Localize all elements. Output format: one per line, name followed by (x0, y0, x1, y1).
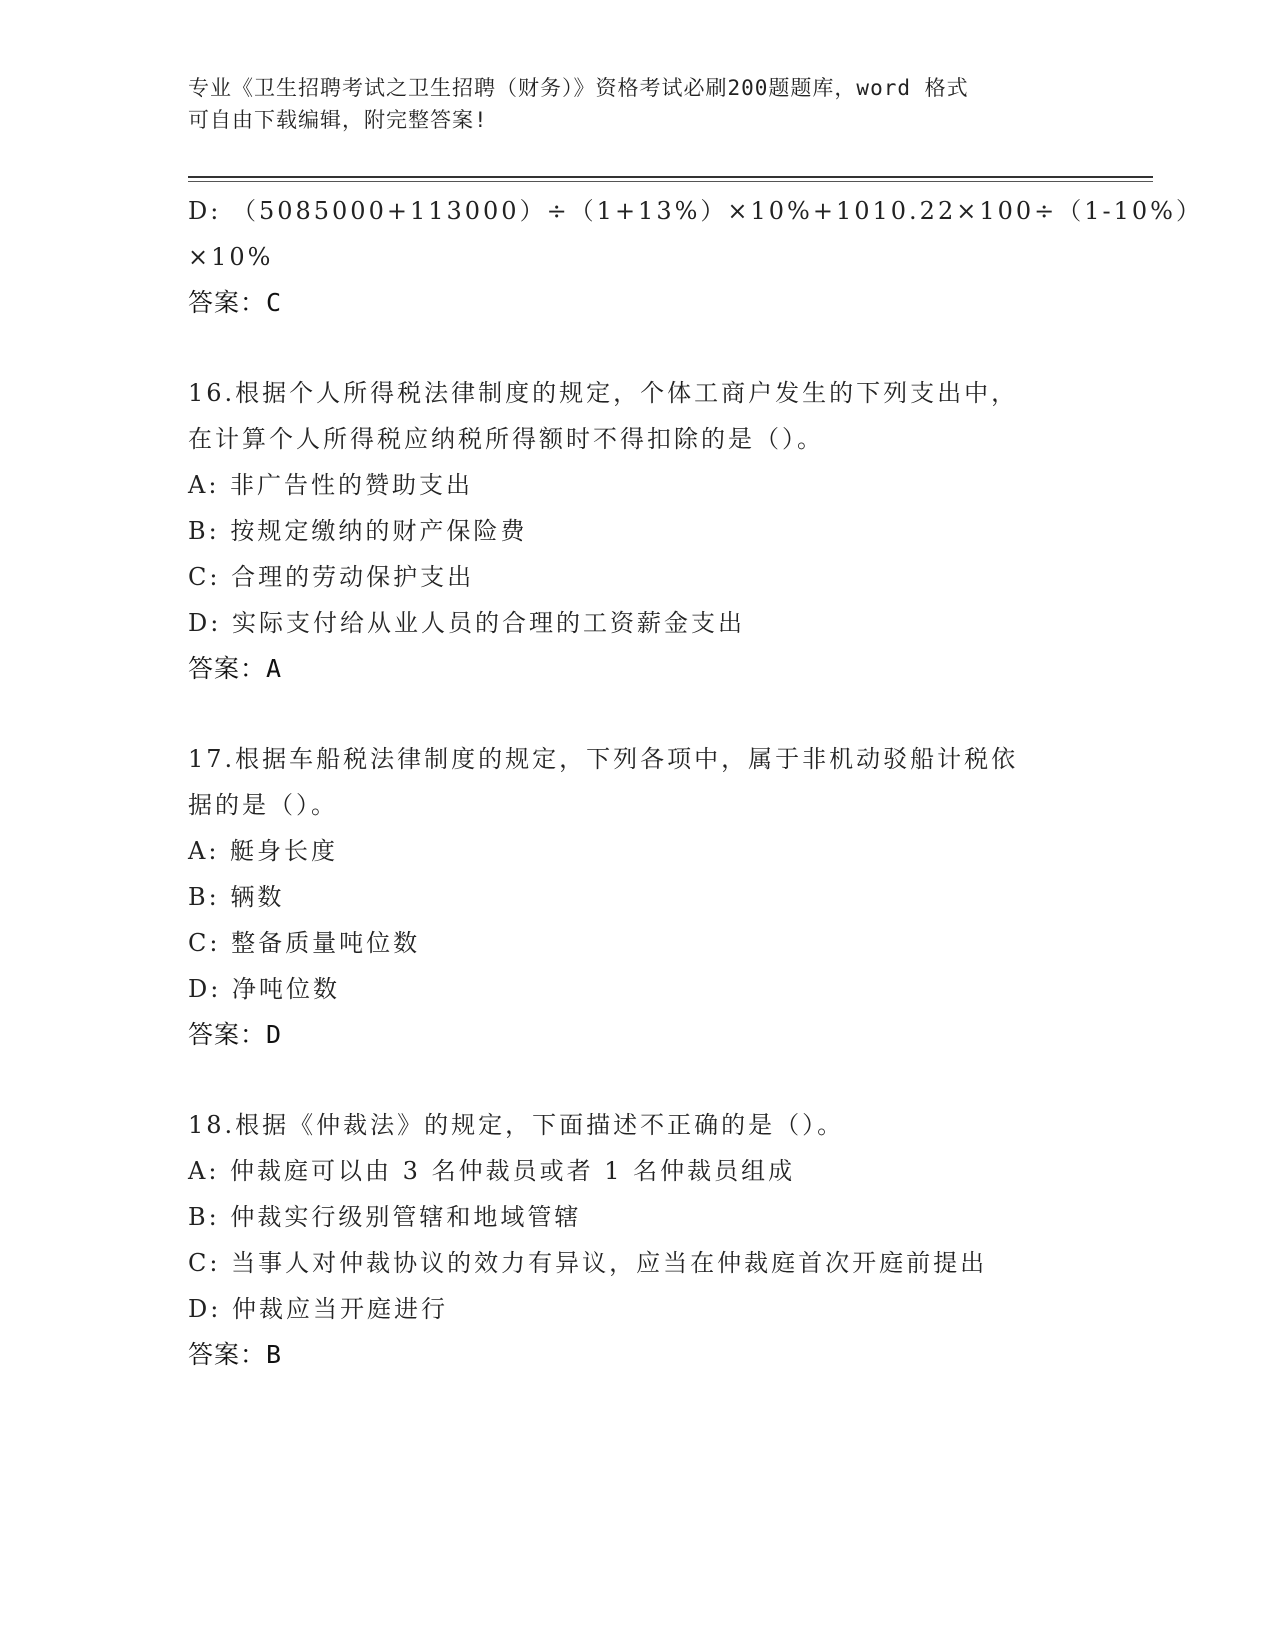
header-title-line-1: 专业《卫生招聘考试之卫生招聘（财务）》资格考试必刷200题题库，word 格式 (188, 76, 969, 100)
spacer (188, 1058, 1088, 1102)
option-a: A: 仲裁庭可以由 3 名仲裁员或者 1 名仲裁员组成 (188, 1157, 796, 1185)
question-17 (188, 736, 1088, 1058)
question-18 (188, 1102, 1088, 1378)
spacer (188, 326, 1088, 370)
option-d: D: 净吨位数 (188, 975, 340, 1003)
answer: 答案：D (188, 1020, 283, 1049)
option-d-continued: ×10% (188, 243, 274, 271)
option-b: B: 辆数 (188, 883, 285, 911)
question-list (188, 188, 1203, 1378)
page-header (188, 72, 1088, 136)
spacer (188, 692, 1088, 736)
question-stem: 18.根据《仲裁法》的规定，下面描述不正确的是（）。 (188, 1111, 845, 1139)
option-c: C: 整备质量吨位数 (188, 929, 421, 957)
option-c: C: 当事人对仲裁协议的效力有异议，应当在仲裁庭首次开庭前提出 (188, 1249, 988, 1277)
header-divider-thin (188, 181, 1153, 182)
previous-question-tail (188, 188, 1203, 326)
question-stem: 16.根据个人所得税法律制度的规定，个体工商户发生的下列支出中， (188, 379, 1019, 407)
option-a: A: 非广告性的赞助支出 (188, 471, 474, 499)
header-title-line-2: 可自由下载编辑，附完整答案! (188, 108, 488, 132)
option-b: B: 按规定缴纳的财产保险费 (188, 517, 528, 545)
option-a: A: 艇身长度 (188, 837, 339, 865)
option-c: C: 合理的劳动保护支出 (188, 563, 475, 591)
question-stem-continued: 据的是（）。 (188, 791, 338, 819)
answer: 答案：B (188, 1340, 283, 1369)
option-d: D: （5085000+113000）÷（1+13%）×10%+1010.22×100÷（1-10%） (188, 197, 1203, 225)
option-b: B: 仲裁实行级别管辖和地域管辖 (188, 1203, 582, 1231)
answer: 答案：A (188, 654, 283, 683)
option-d: D: 实际支付给从业人员的合理的工资薪金支出 (188, 609, 745, 637)
question-stem-continued: 在计算个人所得税应纳税所得额时不得扣除的是（）。 (188, 425, 824, 453)
question-16 (188, 370, 1088, 692)
option-d: D: 仲裁应当开庭进行 (188, 1295, 448, 1323)
answer: 答案：C (188, 288, 283, 317)
question-stem: 17.根据车船税法律制度的规定，下列各项中，属于非机动驳船计税依 (188, 745, 1019, 773)
header-divider (188, 176, 1153, 178)
